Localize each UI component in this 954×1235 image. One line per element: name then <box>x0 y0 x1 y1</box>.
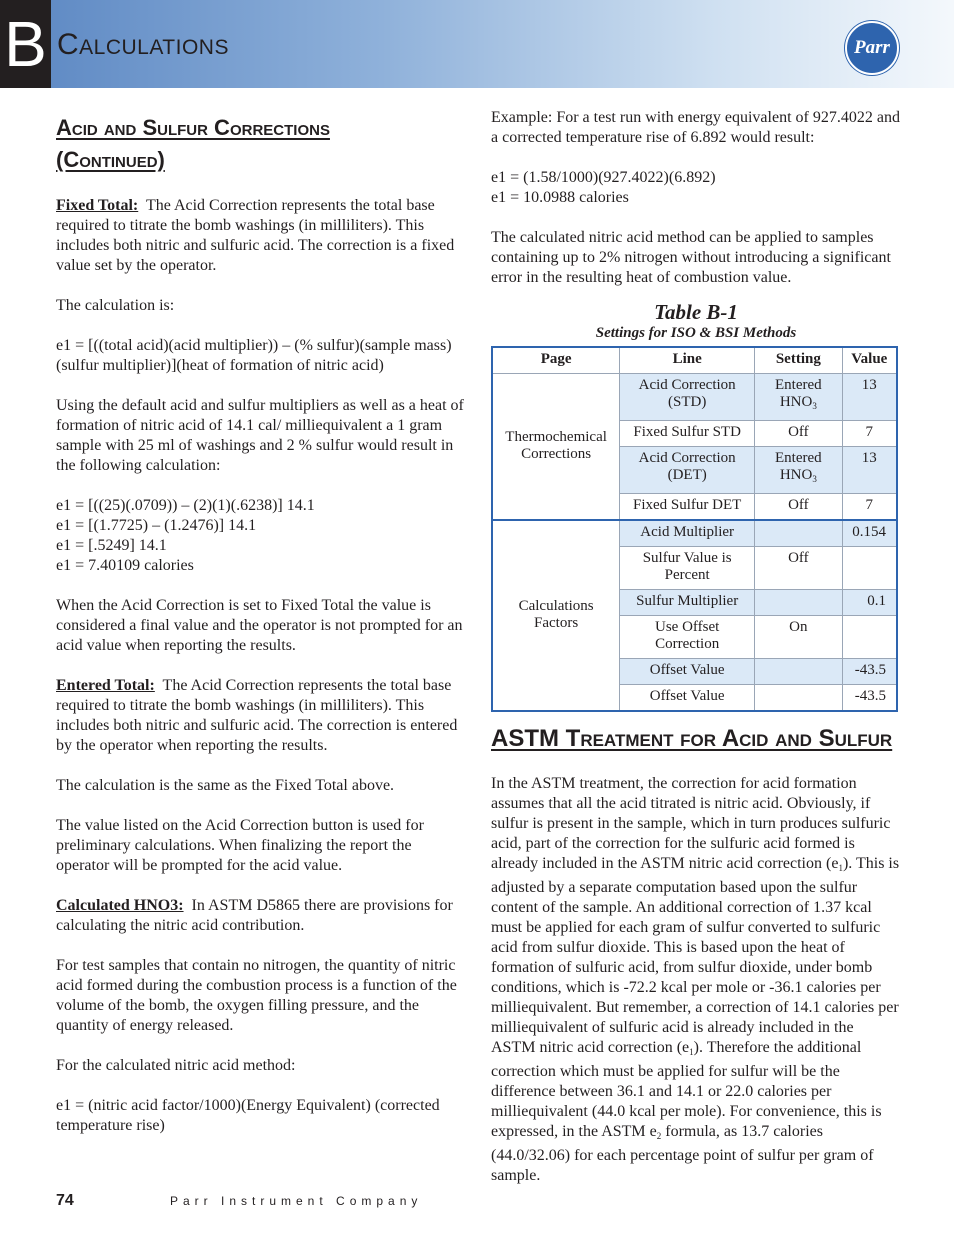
page-number: 74 <box>56 1192 74 1209</box>
astm-heading: ASTM Treatment for Acid and Sulfur <box>491 725 893 752</box>
astm-paragraph: In the ASTM treatment, the correction for acid formation assumes that all the acid titrated is nitric acid. Obviously, if sulfur is present in the sample, which in turn produces sulfuric acid, part of the correction for the sulfuric acid formed is already included in the ASTM nitric acid correction $(e_1)$. This is adjusted by a separate computation based upon the sulfur content of the sample. An additional correction of 1.37 kcal must be applied for each gram of sulfur converted to sulfuric acid from sulfur dioxide. This is based upon the heat of formation of sulfuric acid, from sulfur dioxide, under bomb conditions, which is -72.2 kcal per mole or -36.1 calories per milliequivalent. But remember, a correction of 14.1 calories per milliequivalent of sulfuric acid is already included in the ASTM nitric acid correction $(e_1)$. Therefore the additional correction which must be applied for sulfur will be the difference between 36.1 and 14.1 or 22.0 calories per milliequivalent (44.0 kcal per mole). For convenience, this is expressed, in the ASTM $e_2$ formula, as 13.7 calories (44.0/32.06) for each percentage point of sulfur per gram of sample. <box>491 775 900 1184</box>
calc-lines <box>56 496 466 576</box>
table-row <box>492 374 897 421</box>
section-heading <box>56 112 466 176</box>
left-column <box>56 112 466 1156</box>
no-nitrogen-paragraph: For test samples that contain no nitrogen, the quantity of nitric acid formed during the combustion process is a function of the volume of the bomb, the oxygen filling pressure, and the quantity of energy released. <box>56 957 457 1034</box>
setting-cell: On <box>755 616 842 659</box>
table-header-cell: Line <box>620 347 755 374</box>
value-cell: 0.154 <box>842 520 897 547</box>
line-cell: Sulfur Value is Percent <box>620 547 755 590</box>
line-cell: Fixed Sulfur STD <box>620 421 755 447</box>
value-cell: 13 <box>842 374 897 421</box>
setting-cell <box>755 659 842 685</box>
value-cell: 7 <box>842 494 897 521</box>
value-cell: -43.5 <box>842 685 897 712</box>
table-header-cell: Value <box>842 347 897 374</box>
chapter-title: Calculations <box>57 28 229 61</box>
section-heading-line1: Acid and Sulfur Corrections <box>56 115 330 140</box>
formula-e1: e1 = [((total acid)(acid multiplier)) – (% sulfur)(sample mass)(sulfur multiplier)](heat of formation of nitric acid) <box>56 337 452 374</box>
table-title: Table B-1 <box>654 300 738 324</box>
value-cell: -43.5 <box>842 659 897 685</box>
table-header-cell: Page <box>492 347 620 374</box>
for-calc-method: For the calculated nitric acid method: <box>56 1057 296 1074</box>
value-listed-paragraph: The value listed on the Acid Correction button is used for preliminary calculations. When finalizing the report the operator will be prompted for the acid value. <box>56 817 424 874</box>
company-name: Parr Instrument Company <box>170 1194 423 1208</box>
calc-hno3-paragraph <box>56 896 466 936</box>
section-heading-line2: (Continued) <box>56 147 165 172</box>
table-header-row <box>492 347 897 374</box>
calc-line: e1 = [.5249] 14.1 <box>56 537 167 554</box>
setting-cell: Off <box>755 547 842 590</box>
fixed-final-paragraph: When the Acid Correction is set to Fixed Total the value is considered a final value and the operator is not prompted for an acid value when reporting the results. <box>56 597 463 654</box>
calc-line: e1 = [(1.7725) – (1.2476)] 14.1 <box>56 517 257 534</box>
example-lines <box>491 168 901 208</box>
line-cell: Fixed Sulfur DET <box>620 494 755 521</box>
setting-cell: Off <box>755 421 842 447</box>
example-line: e1 = 10.0988 calories <box>491 189 629 206</box>
setting-cell: Entered $HNO_3$ <box>755 447 842 494</box>
calc-line: e1 = 7.40109 calories <box>56 557 194 574</box>
value-cell <box>842 547 897 590</box>
entered-total-text: The Acid Correction represents the total base required to titrate the bomb washings (in milliliters). This includes both nitric and sulfuric acid. The correction is entered by the operator when reporting the results. <box>56 677 458 754</box>
calc-is: The calculation is: <box>56 297 175 314</box>
setting-cell: Entered $HNO_3$ <box>755 374 842 421</box>
value-cell <box>842 616 897 659</box>
setting-cell <box>755 685 842 712</box>
value-cell: 13 <box>842 447 897 494</box>
table-subtitle: Settings for ISO & BSI Methods <box>595 325 797 341</box>
setting-cell <box>755 520 842 547</box>
value-cell: 0.1 <box>842 590 897 616</box>
using-default-paragraph: Using the default acid and sulfur multipliers as well as a heat of formation of nitric acid of 14.1 cal/ milliequivalent a 1 gram sample with 25 ml of washings and 2 % sulfur would result in the following calculation: <box>56 397 464 474</box>
calc-hno3-text: In ASTM D5865 there are provisions for calculating the nitric acid contribution. <box>56 897 453 934</box>
group-calculation-factors: Calculations Factors <box>492 520 620 711</box>
page-header <box>0 0 954 88</box>
table-row <box>492 520 897 547</box>
right-column <box>491 108 901 1206</box>
same-calc-paragraph: The calculation is the same as the Fixed Total above. <box>56 777 395 794</box>
formula-e1-calculated: e1 = (nitric acid factor/1000)(Energy Equivalent) (corrected temperature rise) <box>56 1097 440 1134</box>
line-cell: Acid Correction (STD) <box>620 374 755 421</box>
example-line: e1 = (1.58/1000)(927.4022)(6.892) <box>491 169 716 186</box>
line-cell: Offset Value <box>620 659 755 685</box>
setting-cell: Off <box>755 494 842 521</box>
table-header-cell: Setting <box>755 347 842 374</box>
fixed-total-text: The Acid Correction represents the total base required to titrate the bomb washings (in milliliters). This includes both nitric and sulfuric acid. The correction is a fixed value set by the operator. <box>56 197 455 274</box>
calc-line: e1 = [((25)(.0709)) – (2)(1)(.6238)] 14.1 <box>56 497 315 514</box>
settings-table <box>491 346 898 712</box>
setting-cell <box>755 590 842 616</box>
chapter-letter: B <box>0 0 51 88</box>
fixed-total-term: Fixed Total: <box>56 197 139 214</box>
line-cell: Sulfur Multiplier <box>620 590 755 616</box>
applied-paragraph: The calculated nitric acid method can be applied to samples containing up to 2% nitrogen without introducing a significant error in the resulting heat of combustion value. <box>491 229 891 286</box>
entered-total-paragraph <box>56 676 466 756</box>
example-paragraph: Example: For a test run with energy equivalent of 927.4022 and a corrected temperature rise of 6.892 would result: <box>491 109 900 146</box>
entered-total-term: Entered Total: <box>56 677 155 694</box>
group-thermochemical: Thermochemical Corrections <box>492 374 620 521</box>
line-cell: Use Offset Correction <box>620 616 755 659</box>
value-cell: 7 <box>842 421 897 447</box>
line-cell: Acid Multiplier <box>620 520 755 547</box>
calc-hno3-term: Calculated HNO3: <box>56 897 184 914</box>
line-cell: Acid Correction (DET) <box>620 447 755 494</box>
fixed-total-paragraph <box>56 196 466 276</box>
line-cell: Offset Value <box>620 685 755 712</box>
parr-logo-icon: Parr <box>845 21 899 75</box>
